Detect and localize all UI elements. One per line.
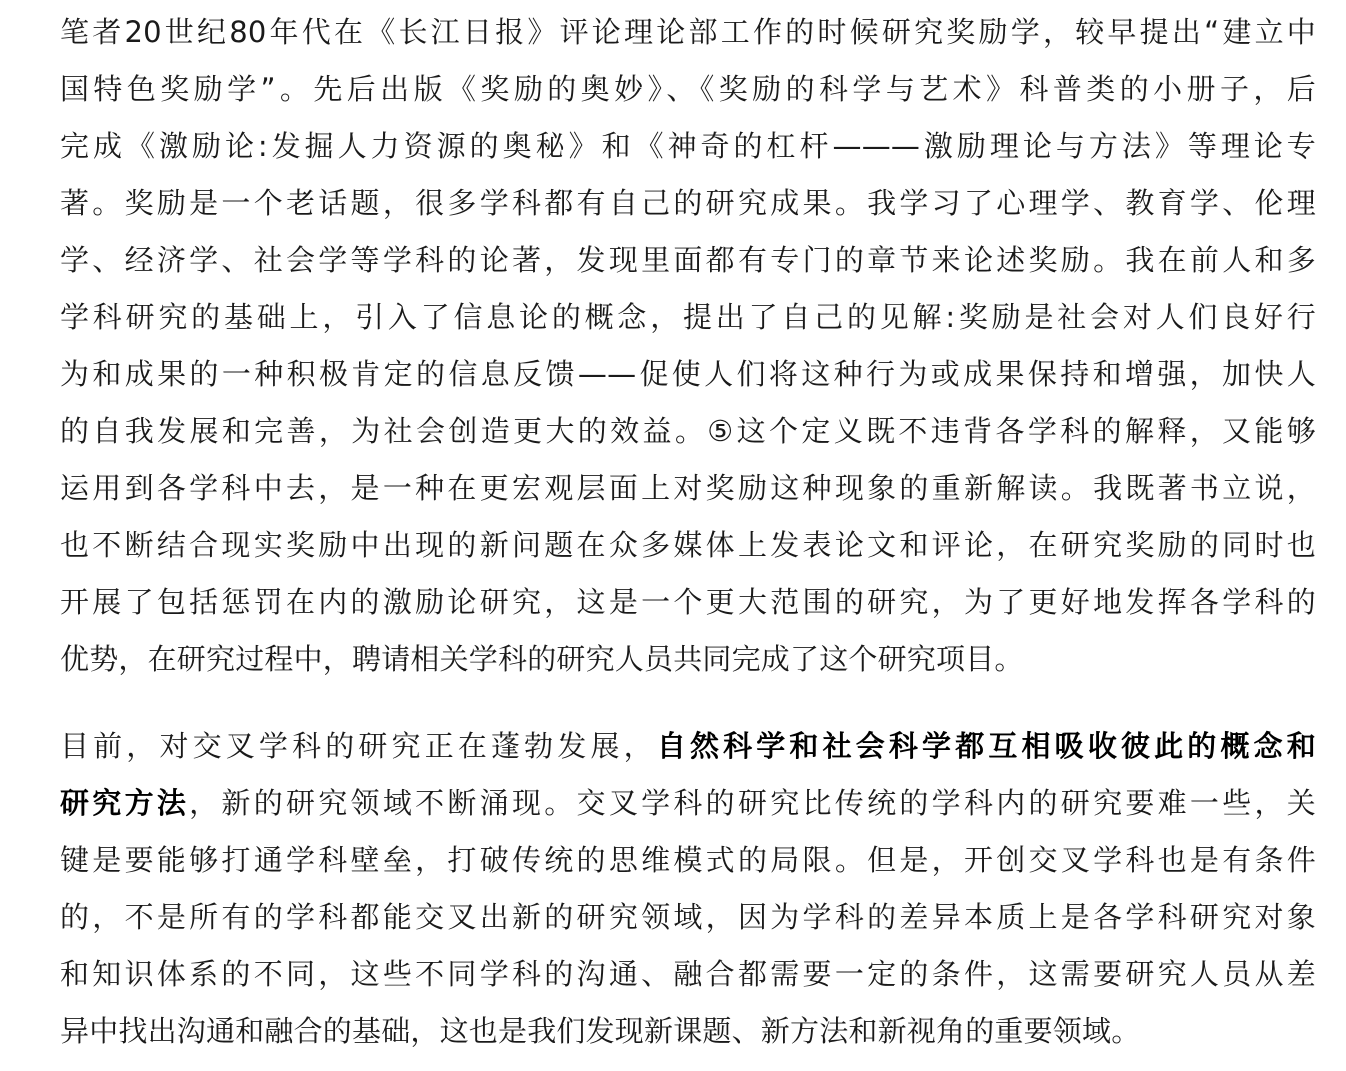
paragraph-1-line: 开展了包括惩罚在内的激励论研究，这是一个更大范围的研究，为了更好地发挥各学科的 bbox=[60, 585, 1316, 619]
paragraph-2-last-line: 异中找出沟通和融合的基础，这也是我们发现新课题、新方法和新视角的重要领域。 bbox=[60, 1014, 1141, 1048]
paragraph-2-text: 目前，对交叉学科的研究正在蓬勃发展， bbox=[60, 729, 657, 763]
paragraph-1-line: 笔者20世纪80年代在《长江日报》评论理论部工作的时候研究奖励学，较早提出“建立中 bbox=[60, 15, 1316, 49]
paragraph-2-bold-emphasis: 研究方法 bbox=[60, 786, 190, 820]
paragraph-2-text: ，新的研究领域不断涌现。交叉学科的研究比传统的学科内的研究要难一些，关 bbox=[189, 786, 1316, 820]
paragraph-1-line: 完成《激励论:发掘人力资源的奥秘》和《神奇的杠杆———激励理论与方法》等理论专 bbox=[60, 129, 1316, 163]
paragraph-1-line: 国特色奖励学”。先后出版《奖励的奥妙》、《奖励的科学与艺术》科普类的小册子，后 bbox=[60, 72, 1316, 106]
paragraph-2-line: 的，不是所有的学科都能交叉出新的研究领域，因为学科的差异本质上是各学科研究对象 bbox=[60, 900, 1316, 934]
paragraph-2-bold-emphasis: 自然科学和社会科学都互相吸收彼此的概念和 bbox=[656, 729, 1316, 763]
paragraph-1-line: 的自我发展和完善，为社会创造更大的效益。⑤这个定义既不违背各学科的解释，又能够 bbox=[60, 414, 1316, 448]
paragraph-2-line: 和知识体系的不同，这些不同学科的沟通、融合都需要一定的条件，这需要研究人员从差 bbox=[60, 957, 1316, 991]
paragraph-2-line bbox=[60, 726, 1316, 766]
paragraph-1-last-line: 优势，在研究过程中，聘请相关学科的研究人员共同完成了这个研究项目。 bbox=[60, 642, 1024, 676]
paragraph-1-line: 运用到各学科中去，是一种在更宏观层面上对奖励这种现象的重新解读。我既著书立说， bbox=[60, 471, 1316, 505]
paragraph-2-line: 键是要能够打通学科壁垒，打破传统的思维模式的局限。但是，开创交叉学科也是有条件 bbox=[60, 843, 1316, 877]
paragraph-1-line: 为和成果的一种积极肯定的信息反馈——促使人们将这种行为或成果保持和增强，加快人 bbox=[60, 357, 1316, 391]
paragraph-2-line bbox=[60, 783, 1316, 823]
paragraph-1-line: 学科研究的基础上，引入了信息论的概念，提出了自己的见解:奖励是社会对人们良好行 bbox=[60, 300, 1316, 334]
paragraph-1-line: 学、经济学、社会学等学科的论著，发现里面都有专门的章节来论述奖励。我在前人和多 bbox=[60, 243, 1316, 277]
paragraph-1-line: 也不断结合现实奖励中出现的新问题在众多媒体上发表论文和评论，在研究奖励的同时也 bbox=[60, 528, 1316, 562]
paragraph-1-line: 著。奖励是一个老话题，很多学科都有自己的研究成果。我学习了心理学、教育学、伦理 bbox=[60, 186, 1316, 220]
